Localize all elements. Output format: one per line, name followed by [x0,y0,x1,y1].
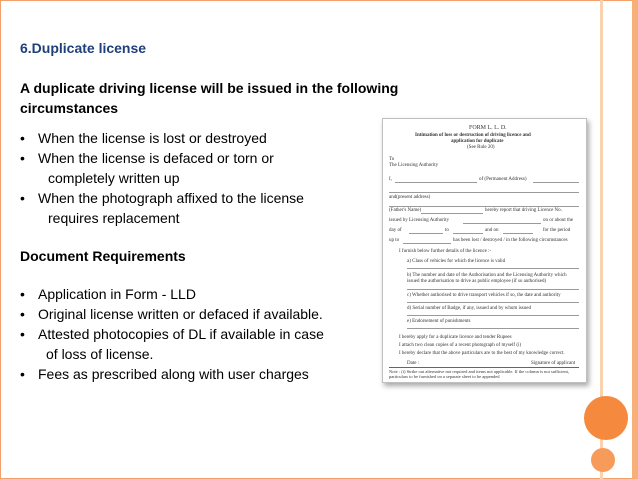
list-item [20,324,324,364]
form-field: on or about the [543,218,574,223]
form-item: e) Endorsement of punishments [407,319,471,324]
form-field: day of [389,228,402,233]
form-field: and(present address) [389,195,431,200]
slide-heading: 6.Duplicate license [20,40,147,56]
list-item [20,148,304,188]
decorative-bar [632,0,638,479]
list-item [20,284,324,304]
bullet-icon: • [20,366,25,382]
list-item-text: Attested photocopies of DL if available in case [38,326,324,342]
bullet-icon: • [20,150,25,166]
form-rule: (See Rule 20) [467,145,495,150]
form-blank [407,289,579,290]
form-blank [403,243,451,244]
form-item: c) Whether authorised to drive transport vehicles if so, the date and authority [407,293,561,298]
form-blank [407,268,579,269]
bullet-icon: • [20,286,25,302]
form-item: I hereby declare that the above particulars are to the best of my knowledge correct. [399,351,565,356]
form-blank [389,206,579,207]
form-field: has been lost / destroyed / in the following circumstances [453,238,568,243]
form-field: and on [485,228,499,233]
form-item: a) Class of vehicles for which the licence is valid [407,259,506,264]
list-item-text: When the license is lost or destroyed [38,130,267,146]
decorative-circle-large [584,396,628,440]
requirements-list [20,284,324,384]
list-item-text: When the license is defaced or torn or [38,150,274,166]
form-field: of (Permanent Address) [479,177,527,182]
form-blank [389,192,579,193]
list-item-text-continued: of loss of license. [46,346,154,362]
form-blank [453,233,483,234]
list-item-text: Fees as prescribed along with user charges [38,366,309,382]
bullet-icon: • [20,306,25,322]
list-item [20,304,324,324]
form-item: I attach two clean copies of a recent photograph of myself (i) [399,343,522,348]
list-item-text-continued: completely written up [48,170,180,186]
list-item [20,364,324,384]
form-note: Note : (i) Strike out alternative not required and items not applicable. If the column is not sufficient, particulars to be furnished on a separate sheet to be appended [389,369,569,379]
circumstance-list [20,128,304,228]
form-blank [407,302,579,303]
list-item-text-continued: requires replacement [48,210,180,226]
form-blank [409,233,443,234]
document-requirements-heading: Document Requirements [20,248,186,264]
form-blank [407,328,579,329]
form-divider [389,367,579,368]
list-item-text: Application in Form - LLD [38,286,196,302]
form-blank [395,182,477,183]
form-title: FORM L. L. D. [469,125,507,131]
form-blank [421,213,483,214]
form-date: Date : [407,361,420,366]
form-item: I hereby apply for a duplicate licence and tender Rupees [399,335,512,340]
form-field: up to [389,238,400,243]
form-field: (Father's Name) [389,208,422,213]
list-item [20,128,304,148]
form-item: d) Serial number of Badge, if any, issued and by whom issued [407,306,531,311]
form-blank [463,223,541,224]
decorative-circle-small [591,448,615,472]
form-item: b) The number and date of the Authorisation and the Licensing Authority which issued the authorisation to drive as public employee (if so authorised) [407,273,567,284]
form-field: hereby report that driving Licence No. [485,208,562,213]
form-item: I furnish below further details of the licence :- [399,249,492,254]
list-item-text: When the photograph affixed to the license [38,190,304,206]
form-blank [503,233,533,234]
form-signature: Signature of applicant [531,361,576,366]
form-field: issued by Licensing Authority [389,218,450,223]
lead-text: A duplicate driving license will be issued in the following circumstances [20,80,399,116]
bullet-icon: • [20,326,25,342]
form-subtitle: Intimation of loss or destruction of driving licence and [415,133,531,138]
form-blank [533,182,579,183]
form-field: for the period [543,228,571,233]
form-field: I, [389,177,392,182]
bullet-icon: • [20,130,25,146]
form-blank [407,315,579,316]
list-item-text: Original license written or defaced if available. [38,306,323,322]
form-to: To [389,157,395,162]
form-authority: The Licensing Authority [389,163,439,168]
form-subtitle: application for duplicate [451,139,504,144]
form-field: to [445,228,449,233]
form-lld-image [382,118,587,383]
list-item [20,188,304,228]
bullet-icon: • [20,190,25,206]
